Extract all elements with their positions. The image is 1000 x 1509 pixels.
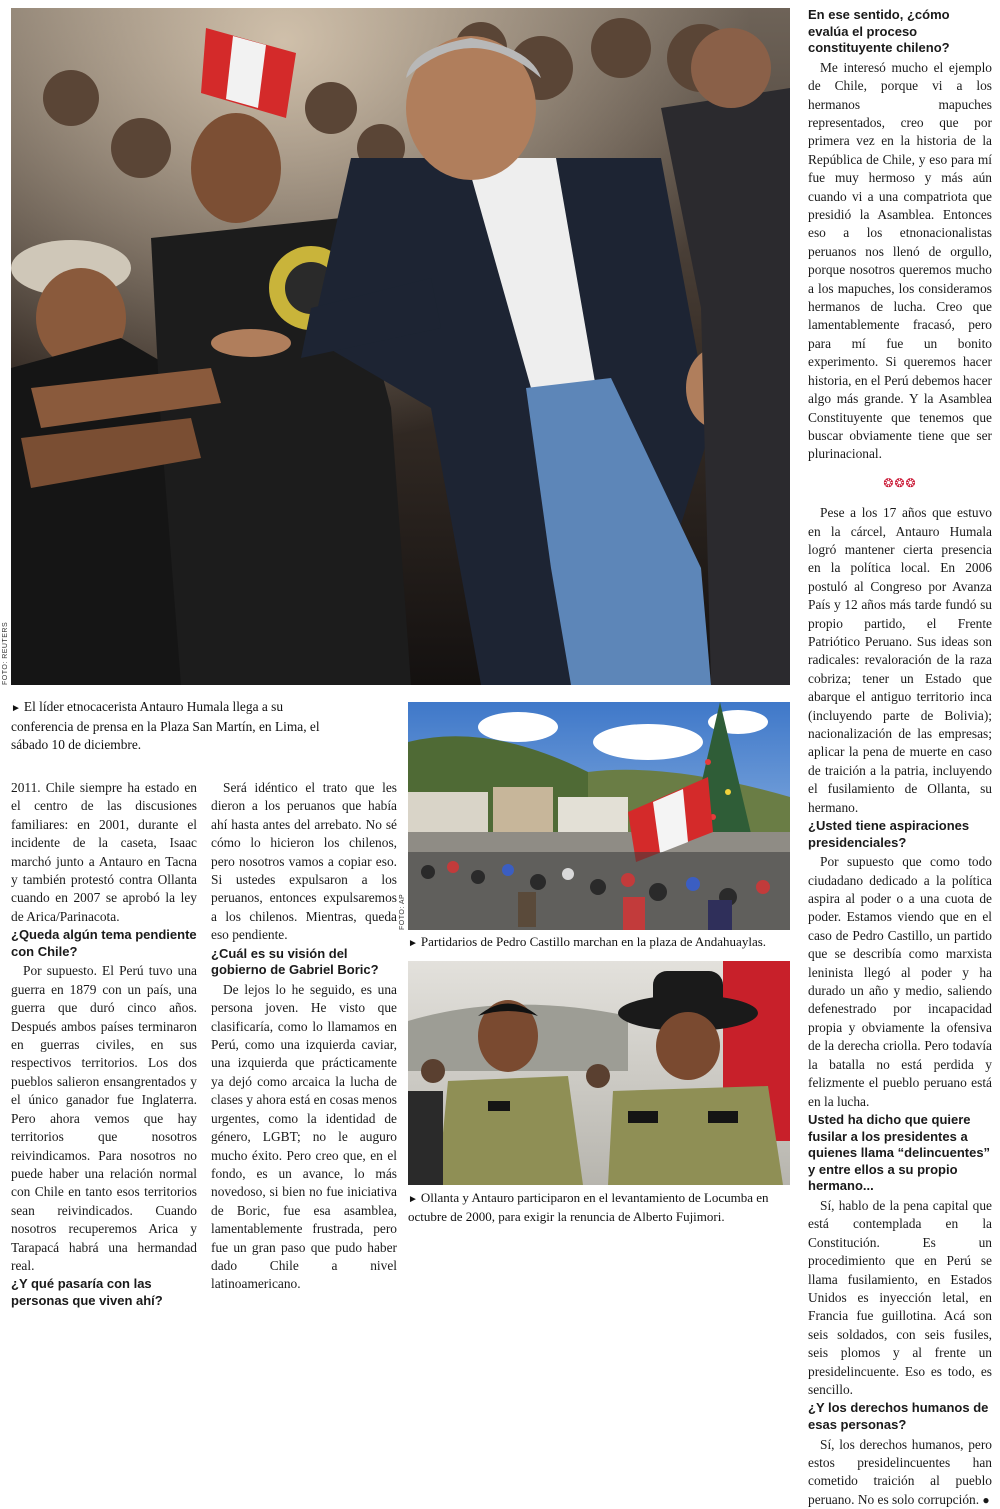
caption-arrow-icon: ► [11,703,21,714]
paragraph: 2011. Chile siempre ha estado en el centro de las discusiones familiares: en 2001, durante el incidente de la caseta, Isaac marchó junto a Antauro en Tacna y también protestó contra Ollanta cuando en 2007 se aprobó la ley de Arica/Parinacota. [11,780,197,924]
andahuaylas-photo [408,702,790,930]
photo-credit-andahuaylas: FOTO: AP [399,893,406,930]
caption-andahuaylas [408,933,792,953]
interview-question: ¿Y qué pasaría con las personas que viven ahí? [11,1276,163,1308]
interview-question: ¿Queda algún tema pendiente con Chile? [11,927,197,959]
paragraph-text: Sí, los derechos humanos, pero estos presidelincuentes han cometido traición al pueblo peruano. No es solo corrupción. [808,1436,992,1507]
paragraph: Será idéntico el trato que les dieron a los peruanos que había ahí hasta antes del arrebato. No sé cómo lo hicieron los chilenos, pero nosotros vamos a copiar eso. Si ustedes expulsaron a los peruanos, entonces expulsaremos a los chilenos. Mientras, queda eso pendiente. [211,780,397,943]
paragraph: Por supuesto que como todo ciudadano dedicado a la política aspira al poder o a una cuota de poder. Estamos viendo que en el caso de Pedro Castillo, un partido que se describía como marxista leninista llegó al poder y ha durado un año y medio, saliendo defenestrado por incapacidad propia y obviamente la ofensiva de la derecha criolla. Pero todavía la batalla no está perdida y felizmente el pueblo peruano está en la lucha. [808,854,992,1109]
interview-question: Usted ha dicho que quiere fusilar a los presidentes a quienes llama “delincuentes” y entre ellos a su propio hermano... [808,1111,991,1194]
interview-question: En ese sentido, ¿cómo evalúa el proceso constituyente chileno? [808,7,950,56]
caption-locumba [408,1189,792,1225]
paragraph: Me interesó mucho el ejemplo de Chile, porque vi a los hermanos mapuches representados, creo que por primera vez en la historia de la República de Chile, y eso para mí fue muy hermoso y más aún cuando vi a una compatriota que presidió la Asamblea. Entonces eso a los etnonacionalistas peruanos nos llenó de orgullo, porque nosotros queremos mucho a los mapuches, los consideramos hermanos de lucha. Creo que lamentablemente fracasó, pero para mí fue un bonito experimento. Si queremos hacer historia, en el Perú debemos hacer algo más grande. Y la Asamblea Constituyente que tenemos que buscar obviamente tiene que ser plurinacional. [808,59,992,462]
article-column-1 [11,779,197,1312]
main-photo [11,8,790,685]
interview-question: ¿Usted tiene aspiraciones presidenciales? [808,818,970,850]
caption-andahuaylas-text: Partidarios de Pedro Castillo marchan en la plaza de Andahuaylas. [420,934,767,949]
paragraph [808,1436,992,1509]
plaza-march-illustration [408,702,790,930]
caption-main [11,698,341,754]
paragraph: Por supuesto. El Perú tuvo una guerra en 1879 con un país, una guerra que duró cinco años. Después ambos países terminaron en guerras civiles, en sus respectivos territorios. Los dos pueblos salieron ensangrentados y el único ganador fue Inglaterra. Pero ahora vemos que hay territorios que nosotros reivindicamos. Para nosotros no puede haber una relación normal con Chile en tanto esos territorios sean reivindicados. Cuando nosotros recuperemos Arica y Tarapacá habrá una hermandad real. [11,963,197,1273]
paragraph: Pese a los 17 años que estuvo en la cárcel, Antauro Humala logró mantener cierta presencia en la política local. En 2006 postuló al Congreso por Avanza País y 12 años más tarde fundó su propio partido, el Frente Patriótico Peruano. Sus ideas son radicales: revaloración de la raza cobriza; tener un Estado que abarque el antiguo territorio inca (incluyendo parte de Bolivia); nacionalización de las empresas; aplicar la pena de muerte en caso de traición a la patria, incluyendo el fusilamiento de Ollanta, su hermano. [808,505,992,815]
end-of-article-icon: ● [982,1492,990,1507]
section-divider-ornament: ❂❂❂ [883,475,917,490]
caption-arrow-icon: ► [408,1194,418,1205]
article-column-2 [211,779,397,1294]
interview-question: ¿Cuál es su visión del gobierno de Gabriel Boric? [211,945,379,978]
caption-locumba-text: Ollanta y Antauro participaron en el levantamiento de Locumba en octubre de 2000, para exigir la renuncia de Alberto Fujimori. [408,1190,769,1224]
interview-question: ¿Y los derechos humanos de esas personas? [808,1400,989,1432]
caption-main-text: El líder etnocacerista Antauro Humala llega a su conferencia de prensa en la Plaza San Martín, en Lima, el sábado 10 de diciembre. [11,699,320,752]
article-column-3 [808,6,992,1509]
crowd-photo-illustration [11,8,790,685]
paragraph: Sí, hablo de la pena capital que está contemplada en la Constitución. Es un procedimiento que en Perú se llama fusilamiento, en Estados Unidos es inyección letal, en Francia fue guillotina. Acá son seis soldados, con seis fusiles, seis plomos y al frente un presidelincuente. Eso es todo, es sencillo. [808,1197,992,1397]
photo-credit-main: FOTO: REUTERS [2,621,9,685]
paragraph: De lejos lo he seguido, es una persona joven. He visto que clasificaría, como lo llamamos en Perú, como una izquierda caviar, una izquierda que prácticamente ya dejó como arcaica la lucha de clases y ahora está en cosas menos urgentes, como la identidad de género, LGBT; no le auguro mucho éxito. Pero creo que, en el fondo, es un avance, lo más novedoso, si bien no fue iniciativa de Boric, fue esa asamblea, lamentablemente frustrada, pero fue un gran paso que pudo haber dado Chile a nivel latinoamericano. [211,981,397,1292]
locumba-photo [408,961,790,1185]
caption-arrow-icon: ► [408,938,418,949]
two-soldiers-illustration [408,961,790,1185]
